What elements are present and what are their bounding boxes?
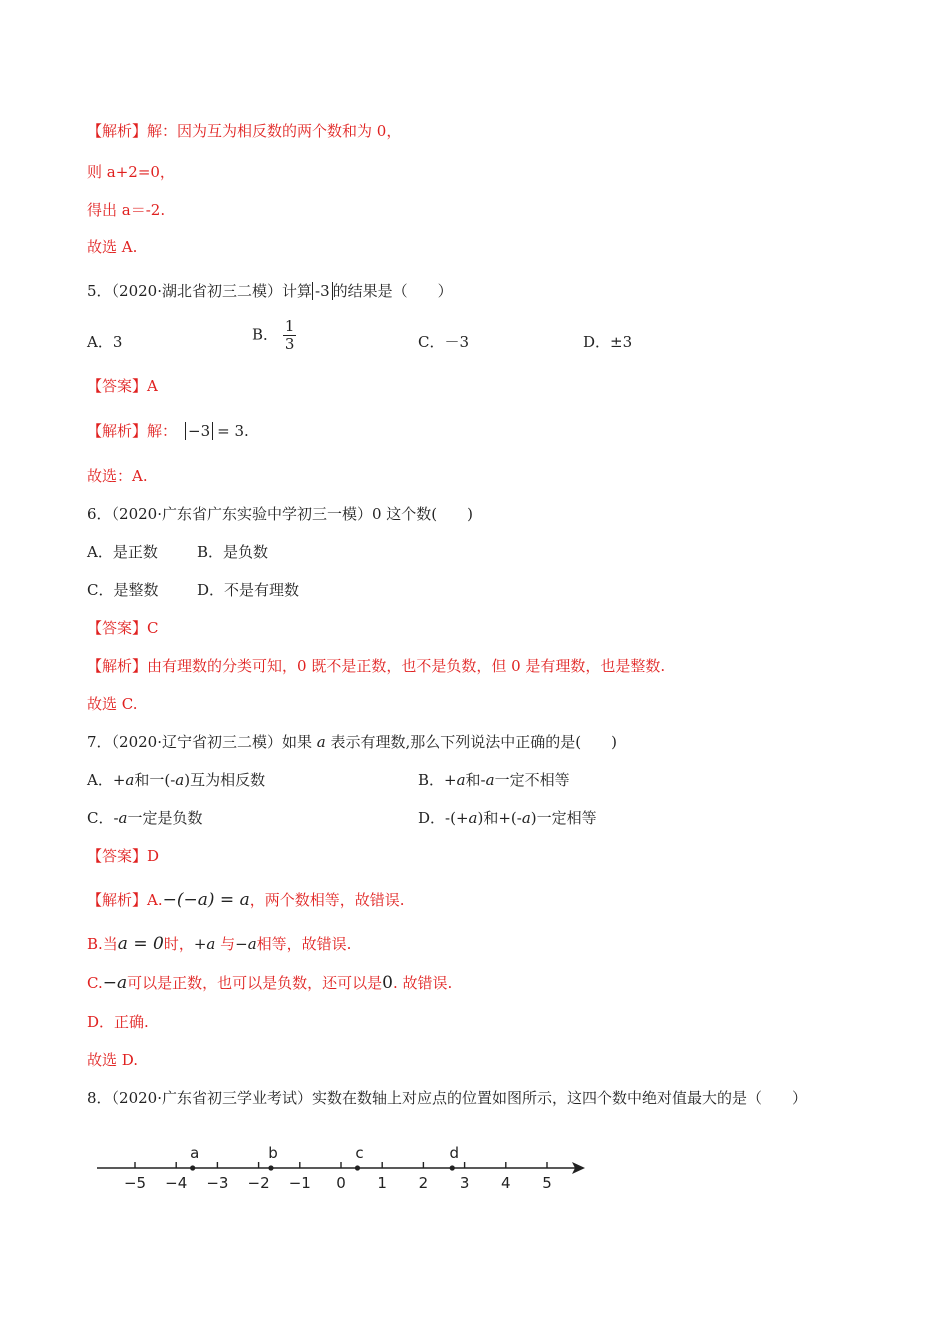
q7-option-d: D．-(+a)和+(-a)一定相等 (418, 809, 597, 827)
tick-label: 1 (377, 1174, 387, 1192)
point-label-d: d (449, 1144, 460, 1162)
tick-label: 5 (542, 1174, 552, 1192)
point-c (355, 1165, 360, 1170)
prev-analysis-line1: 【解析】解：因为互为相反数的两个数和为 0， (87, 122, 402, 140)
q7-option-c: C．-a一定是负数 (87, 809, 203, 827)
q7-answer: 【答案】D (87, 847, 160, 865)
q6-option-d: D．不是有理数 (197, 581, 300, 599)
q6-option-c: C．是整数 (87, 581, 159, 599)
q5-option-b: B． $\frac{1}{3}$ (252, 317, 295, 353)
tick-label: −2 (247, 1174, 270, 1192)
q5-stem: 5．（2020·湖北省初三二模）计算 -3 的结果是（ ） (87, 282, 453, 300)
tick-label: 0 (336, 1174, 346, 1192)
q6-answer: 【答案】C (87, 619, 159, 637)
tick-label: −5 (123, 1174, 147, 1192)
q6-option-b: B．是负数 (197, 543, 269, 561)
tick-label: 3 (459, 1174, 470, 1192)
tick-label: −4 (165, 1174, 188, 1192)
q5-option-a: A．3 (87, 333, 123, 351)
point-label-b: b (268, 1144, 278, 1162)
q6-stem: 6．（2020·广东省广东实验中学初三一模）0 这个数( ) (87, 505, 474, 523)
q6-option-a: A．是正数 (87, 543, 158, 561)
q7-stem: 7．（2020·辽宁省初三二模）如果 a 表示有理数,那么下列说法中正确的是( ) (87, 733, 617, 751)
absolute-value: -3 (312, 282, 333, 300)
q7-analysis-a: 【解析】A.−(−a) = a，两个数相等，故错误. (87, 890, 405, 910)
q7-option-b: B．+a和-a一定不相等 (418, 771, 570, 789)
analysis-tag: 【解析】 (87, 122, 148, 140)
tick-label: −3 (206, 1174, 229, 1192)
fraction: $\frac{1}{3}$ (284, 317, 295, 353)
number-line (0, 1140, 600, 1210)
q7-option-a: A．+a和一(-a)互为相反数 (87, 771, 266, 789)
tick-label: −1 (288, 1174, 311, 1192)
q7-analysis-c: C.−a可以是正数，也可以是负数，还可以是0. 故错误. (87, 973, 453, 993)
point-d (450, 1165, 455, 1170)
q6-choose: 故选 C. (87, 695, 138, 713)
q7-choose: 故选 D. (87, 1051, 139, 1069)
q5-option-d: D．±3 (583, 333, 633, 351)
prev-analysis-line2: 则 a+2=0， (87, 163, 175, 181)
tick-label: 4 (501, 1174, 511, 1192)
point-b (268, 1165, 273, 1170)
tick-label: 2 (418, 1174, 429, 1192)
q7-analysis-d: D．正确. (87, 1013, 149, 1031)
q5-analysis: 【解析】解： −3 = 3. (87, 422, 249, 440)
q8-stem: 8．（2020·广东省初三学业考试）实数在数轴上对应点的位置如图所示，这四个数中绝对值最大的是（ ） (87, 1089, 807, 1107)
point-label-a: a (190, 1144, 200, 1162)
prev-analysis-line3: 得出 a＝-2. (87, 201, 166, 219)
q5-choose: 故选：A. (87, 467, 148, 485)
q5-option-c: C．－3 (418, 333, 470, 351)
q5-answer: 【答案】A (87, 377, 158, 395)
prev-choose: 故选 A. (87, 238, 138, 256)
q7-analysis-b: B.当a = 0时，+a 与−a相等，故错误. (87, 934, 352, 954)
point-label-c: c (355, 1144, 364, 1162)
point-a (190, 1165, 195, 1170)
q6-analysis: 【解析】由有理数的分类可知，0 既不是正数，也不是负数，但 0 是有理数，也是整数. (87, 657, 666, 675)
